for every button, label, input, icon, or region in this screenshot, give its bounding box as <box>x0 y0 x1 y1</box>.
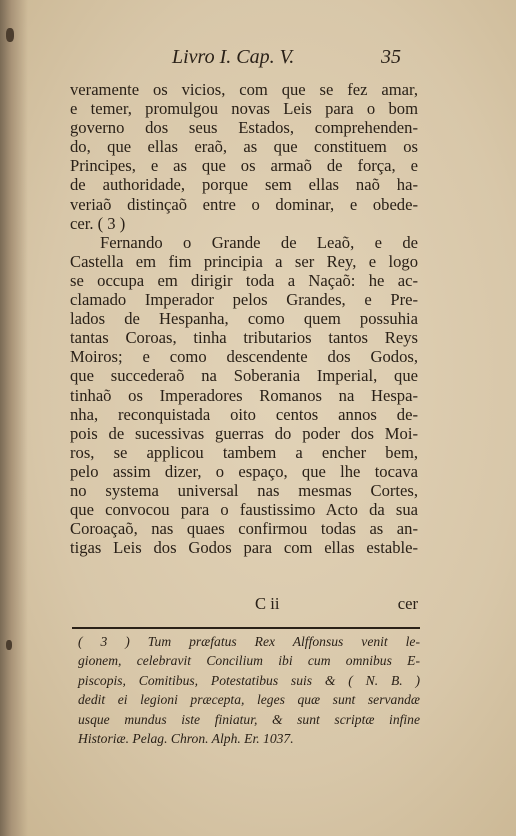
text-line: que convocou para o faustissimo Acto da sua <box>70 500 418 520</box>
text-line: se occupa em dirigir toda a Naçaõ: he ac- <box>70 270 418 290</box>
text-line: e temer, promulgou novas Leis para o bom <box>70 99 418 119</box>
text-line: de authoridade, porque sem ellas naõ ha- <box>70 175 418 195</box>
paragraph-start: Fernando o Grande de Leaõ, e de <box>100 232 418 252</box>
footnote-rule <box>72 627 420 629</box>
running-head: Livro I. Cap. V. <box>172 46 295 68</box>
footnote-line: piscopis, Comitibus, Potestatibus suis & ( N. B. ) <box>78 672 420 688</box>
text-line: clamado Imperador pelos Grandes, e Pre- <box>70 290 418 310</box>
text-line: nha, reconquistada oito centos annos de- <box>70 404 418 424</box>
binding-mark <box>6 640 12 650</box>
signature-mark: C ii <box>255 594 280 613</box>
footnote-line: Historiæ. Pelag. Chron. Alph. Er. 1037. <box>78 730 294 746</box>
footnote-line: usque mundus iste finiatur, & sunt scriptæ infine <box>78 711 420 727</box>
footnote-line: ( 3 ) Tum præfatus Rex Alffonsus venit le- <box>78 634 420 649</box>
text-line: veramente os vicios, com que se fez amar, <box>70 80 418 99</box>
signature-row <box>70 594 418 614</box>
text-line: pois de sucessivas guerras do poder dos Moi- <box>70 423 418 443</box>
text-line: lados de Hespanha, como quem possuhia <box>70 309 418 329</box>
text-line: tigas Leis dos Godos para com ellas estable- <box>70 538 418 558</box>
page-number: 35 <box>381 46 401 68</box>
text-line: no systema universal nas mesmas Cortes, <box>70 480 418 500</box>
text-line: Castella em fim principia a ser Rey, e logo <box>70 251 418 271</box>
text-line: pelo assim dizer, o espaço, que lhe tocava <box>70 461 418 481</box>
footnote-line: gionem, celebravit Concilium ibi cum omnibus E- <box>78 653 420 669</box>
catchword: cer <box>397 594 418 613</box>
text-line: tantas Coroas, tinha tributarios tantos Reys <box>70 328 418 348</box>
text-line: Principes, e as que os armaõ de força, e <box>70 156 418 176</box>
text-line: cer. ( 3 ) <box>70 213 126 233</box>
text-line: tinhaõ os Imperadores Romanos na Hespa- <box>70 385 418 405</box>
page-header <box>0 46 516 76</box>
page-gutter-shadow <box>0 0 28 836</box>
text-line: Coroaçaõ, nas quaes confirmou todas as an- <box>70 519 418 539</box>
text-line: do, que ellas eraõ, as que constituem os <box>70 137 418 157</box>
text-line: Moiros; e como descendente dos Godos, <box>70 347 418 367</box>
text-line: que succederaõ na Soberania Imperial, que <box>70 366 418 386</box>
text-line: veriaõ distinçaõ entre o dominar, e obede- <box>70 194 418 214</box>
text-line: governo dos seus Estados, comprehenden- <box>70 118 418 138</box>
text-line: ros, se applicou tambem a encher bem, <box>70 442 418 462</box>
footnote <box>78 632 420 748</box>
binding-mark <box>6 28 14 42</box>
body-text <box>70 80 418 557</box>
footnote-line: dedit ei legioni præcepta, leges quæ sunt servandæ <box>78 692 420 708</box>
